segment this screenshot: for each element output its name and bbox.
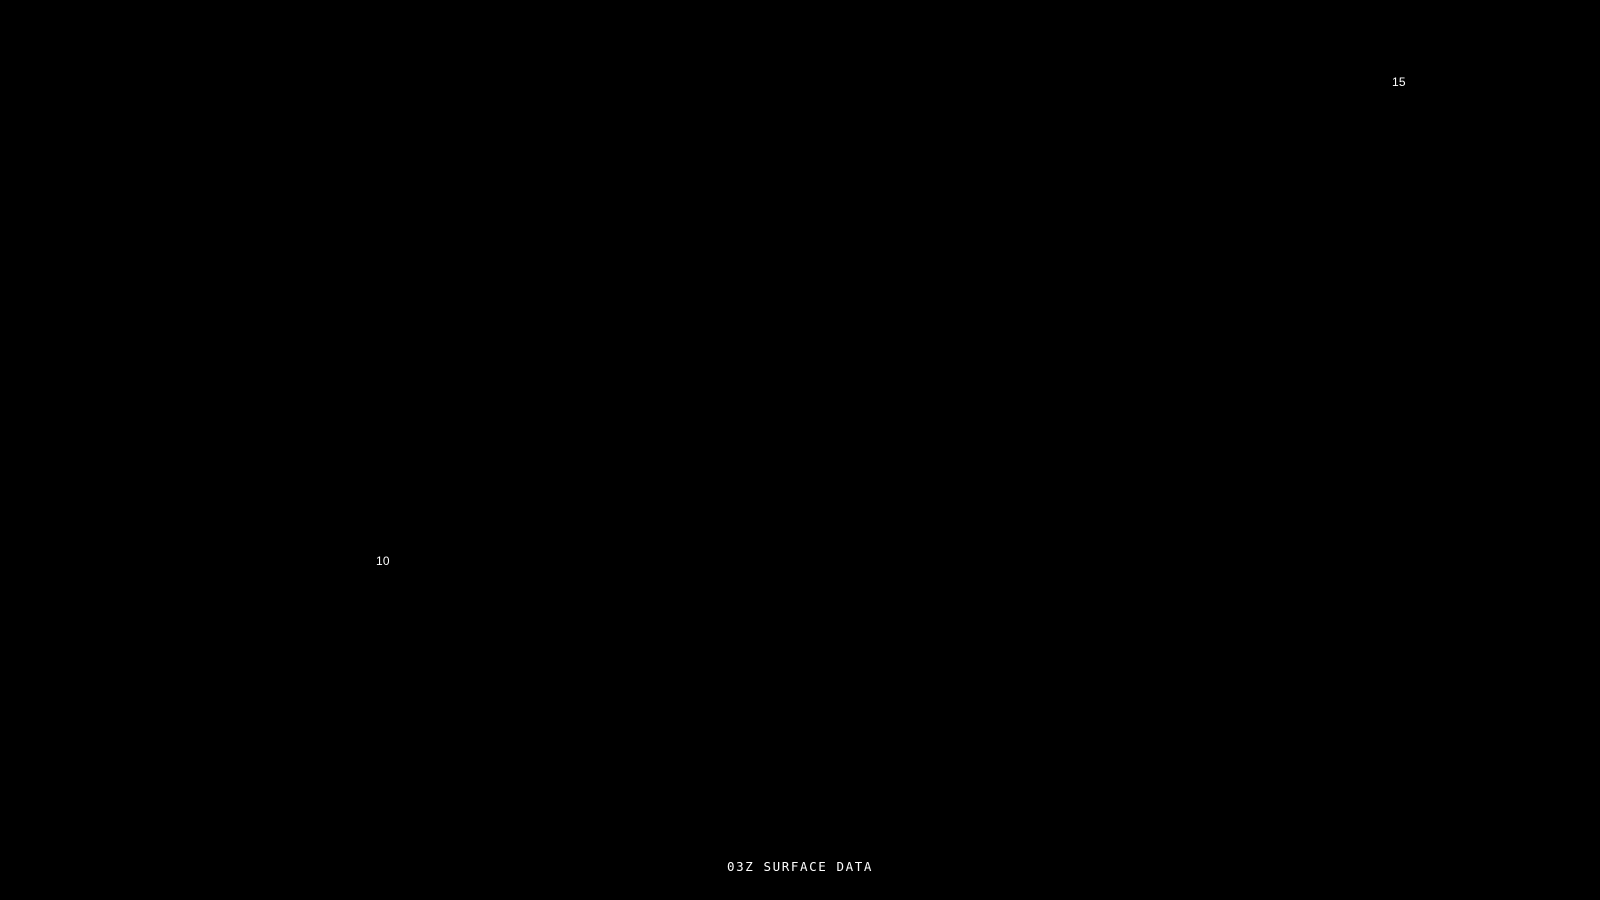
map-footer-caption: 03Z SURFACE DATA [726, 859, 873, 874]
contour-label-10: 10 [376, 554, 390, 568]
contour-label-15: 15 [1392, 75, 1406, 89]
